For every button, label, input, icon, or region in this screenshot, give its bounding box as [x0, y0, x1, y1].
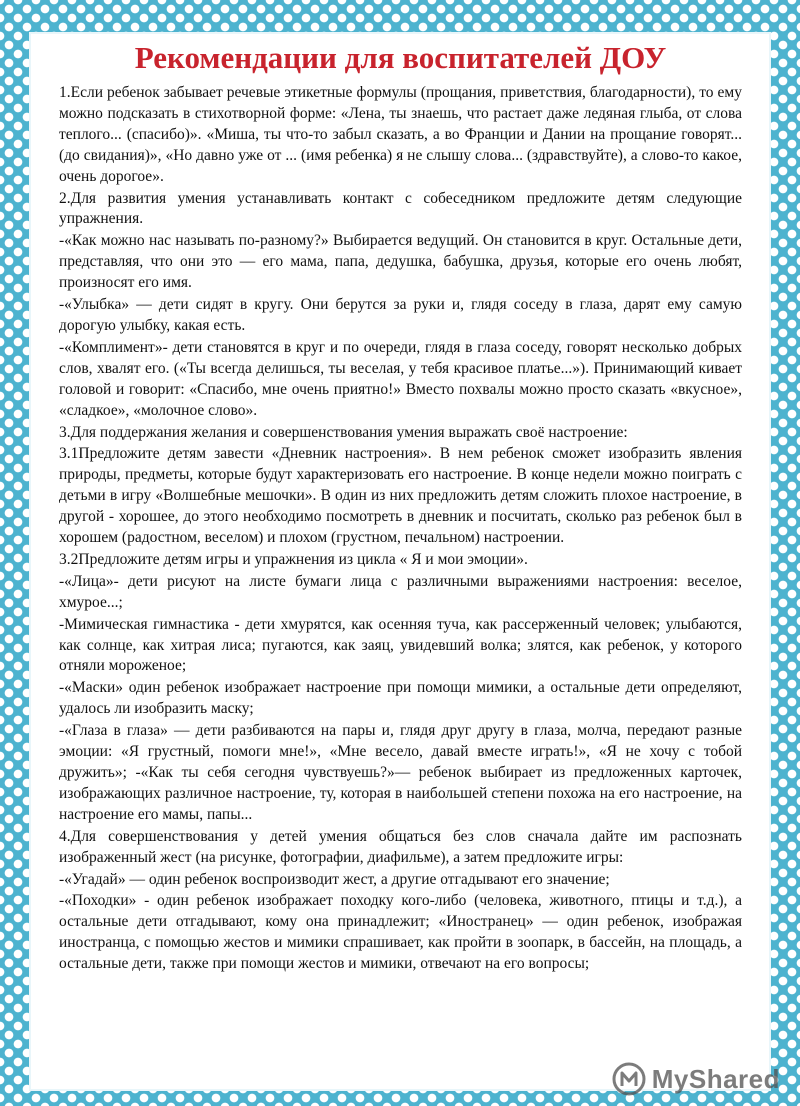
paragraph: -«Лица»- дети рисуют на листе бумаги лица с различными выражениями настроения: веселое, хмурое...;: [59, 572, 742, 611]
paragraph: -«Походки» - один ребенок изображает походку кого-либо (человека, животного, птицы и т.д.), а остальные дети отгадывают, кому она принадлежит; «Иностранец» — один ребенок, изображая иностранца, с помощью жестов и мимики спрашивает, как пройти в зоопарк, в бассейн, на площадь, а остальные дети, также при помощи жестов и мимики, отвечают на его вопросы;: [59, 892, 742, 973]
paragraph: 4.Для совершенствования у детей умения общаться без слов сначала дайте им распознать изображенный жест (на рисунке, фотографии, диафильме), а затем предложите игры:: [59, 827, 742, 866]
paragraph: -«Как можно нас называть по-разному?» Выбирается ведущий. Он становится в круг. Остальные дети, представляя, что они это — его мама, папа, дедушка, бабушка, друзья, которые его очень любят, произносят его имя.: [59, 232, 742, 292]
paragraph: 3.Для поддержания желания и совершенствования умения выражать своё настроение:: [59, 423, 628, 441]
paragraph: -«Улыбка» — дети сидят в кругу. Они берутся за руки и, глядя соседу в глаза, дарят ему самую дорогую улыбку, какая есть.: [59, 296, 742, 334]
paragraph: 3.1Предложите детям завести «Дневник настроения». В нем ребенок сможет изобразить явления природы, предметы, которые будут характеризовать его настроение. В конце недели можно поиграть с детьми в игру «Волшебные мешочки». В один из них предложить детям сложить плохое настроение, в другой - хорошее, до этого необходимо посмотреть в дневник и посчитать, сколько раз ребенок был в хорошем (радостном, веселом) и плохом (грустном, печальном) настроении.: [59, 445, 742, 547]
watermark-text: MyShared: [651, 1063, 780, 1094]
paragraph: 1.Если ребенок забывает речевые этикетные формулы (прощания, приветствия, благодарности), то ему можно подсказать в стихотворной форме: «Лена, ты знаешь, что растает даже ледяная глыба, от слова теплого... (спасибо)». «Миша, ты что-то забыл сказать, а во Франции и Дании на прощание говорят... (до свидания)», «Но давно уже от ... (имя ребенка) я не слышу слова... (здравствуйте), а слово-то какое, очень дорогое».: [59, 84, 742, 185]
paragraph: -«Угадай» — один ребенок воспроизводит жест, а другие отгадывают его значение;: [59, 870, 610, 888]
document-page: [31, 34, 769, 1089]
paragraph: -«Комплимент»- дети становятся в круг и по очереди, глядя в глаза соседу, говорят несколько добрых слов, хвалят его. («Ты всегда делишься, ты веселая, у тебя красивое платье...»). Принимающий кивает головой и говорит: «Спасибо, мне очень приятно!» Вместо похвалы можно просто сказать «вкусное», «сладкое», «молочное слово».: [59, 338, 742, 419]
paragraph: 3.2Предложите детям игры и упражнения из цикла « Я и мои эмоции».: [59, 550, 528, 568]
document-body: [59, 83, 742, 975]
paragraph: 2.Для развития умения устанавливать контакт с собеседником предложите детям следующие упражнения.: [59, 189, 742, 228]
page-title: Рекомендации для воспитателей ДОУ: [134, 40, 667, 75]
paragraph: -Мимическая гимнастика - дети хмурятся, как осенняя туча, как рассерженный человек; улыбаются, как солнце, как хитрая лиса; пугаются, как заяц, увидевший волка; злятся, как ребенок, у которого отняли мороженое;: [59, 615, 742, 675]
paragraph: -«Глаза в глаза» — дети разбиваются на пары и, глядя друг другу в глаза, молча, передают разные эмоции: «Я грустный, помоги мне!», «Мне весело, давай вместе играть!», «Я не хочу с тобой дружить»; -«Как ты себя сегодня чувствуешь?»— ребенок выбирает из предложенных карточек, изображающих различное настроение, ту, которая в наибольшей степени похожа на его настроение, на настроение его мамы, папы...: [59, 722, 742, 823]
paragraph: -«Маски» один ребенок изображает настроение при помощи мимики, а остальные дети определяют, удалось ли изобразить маску;: [59, 679, 742, 718]
